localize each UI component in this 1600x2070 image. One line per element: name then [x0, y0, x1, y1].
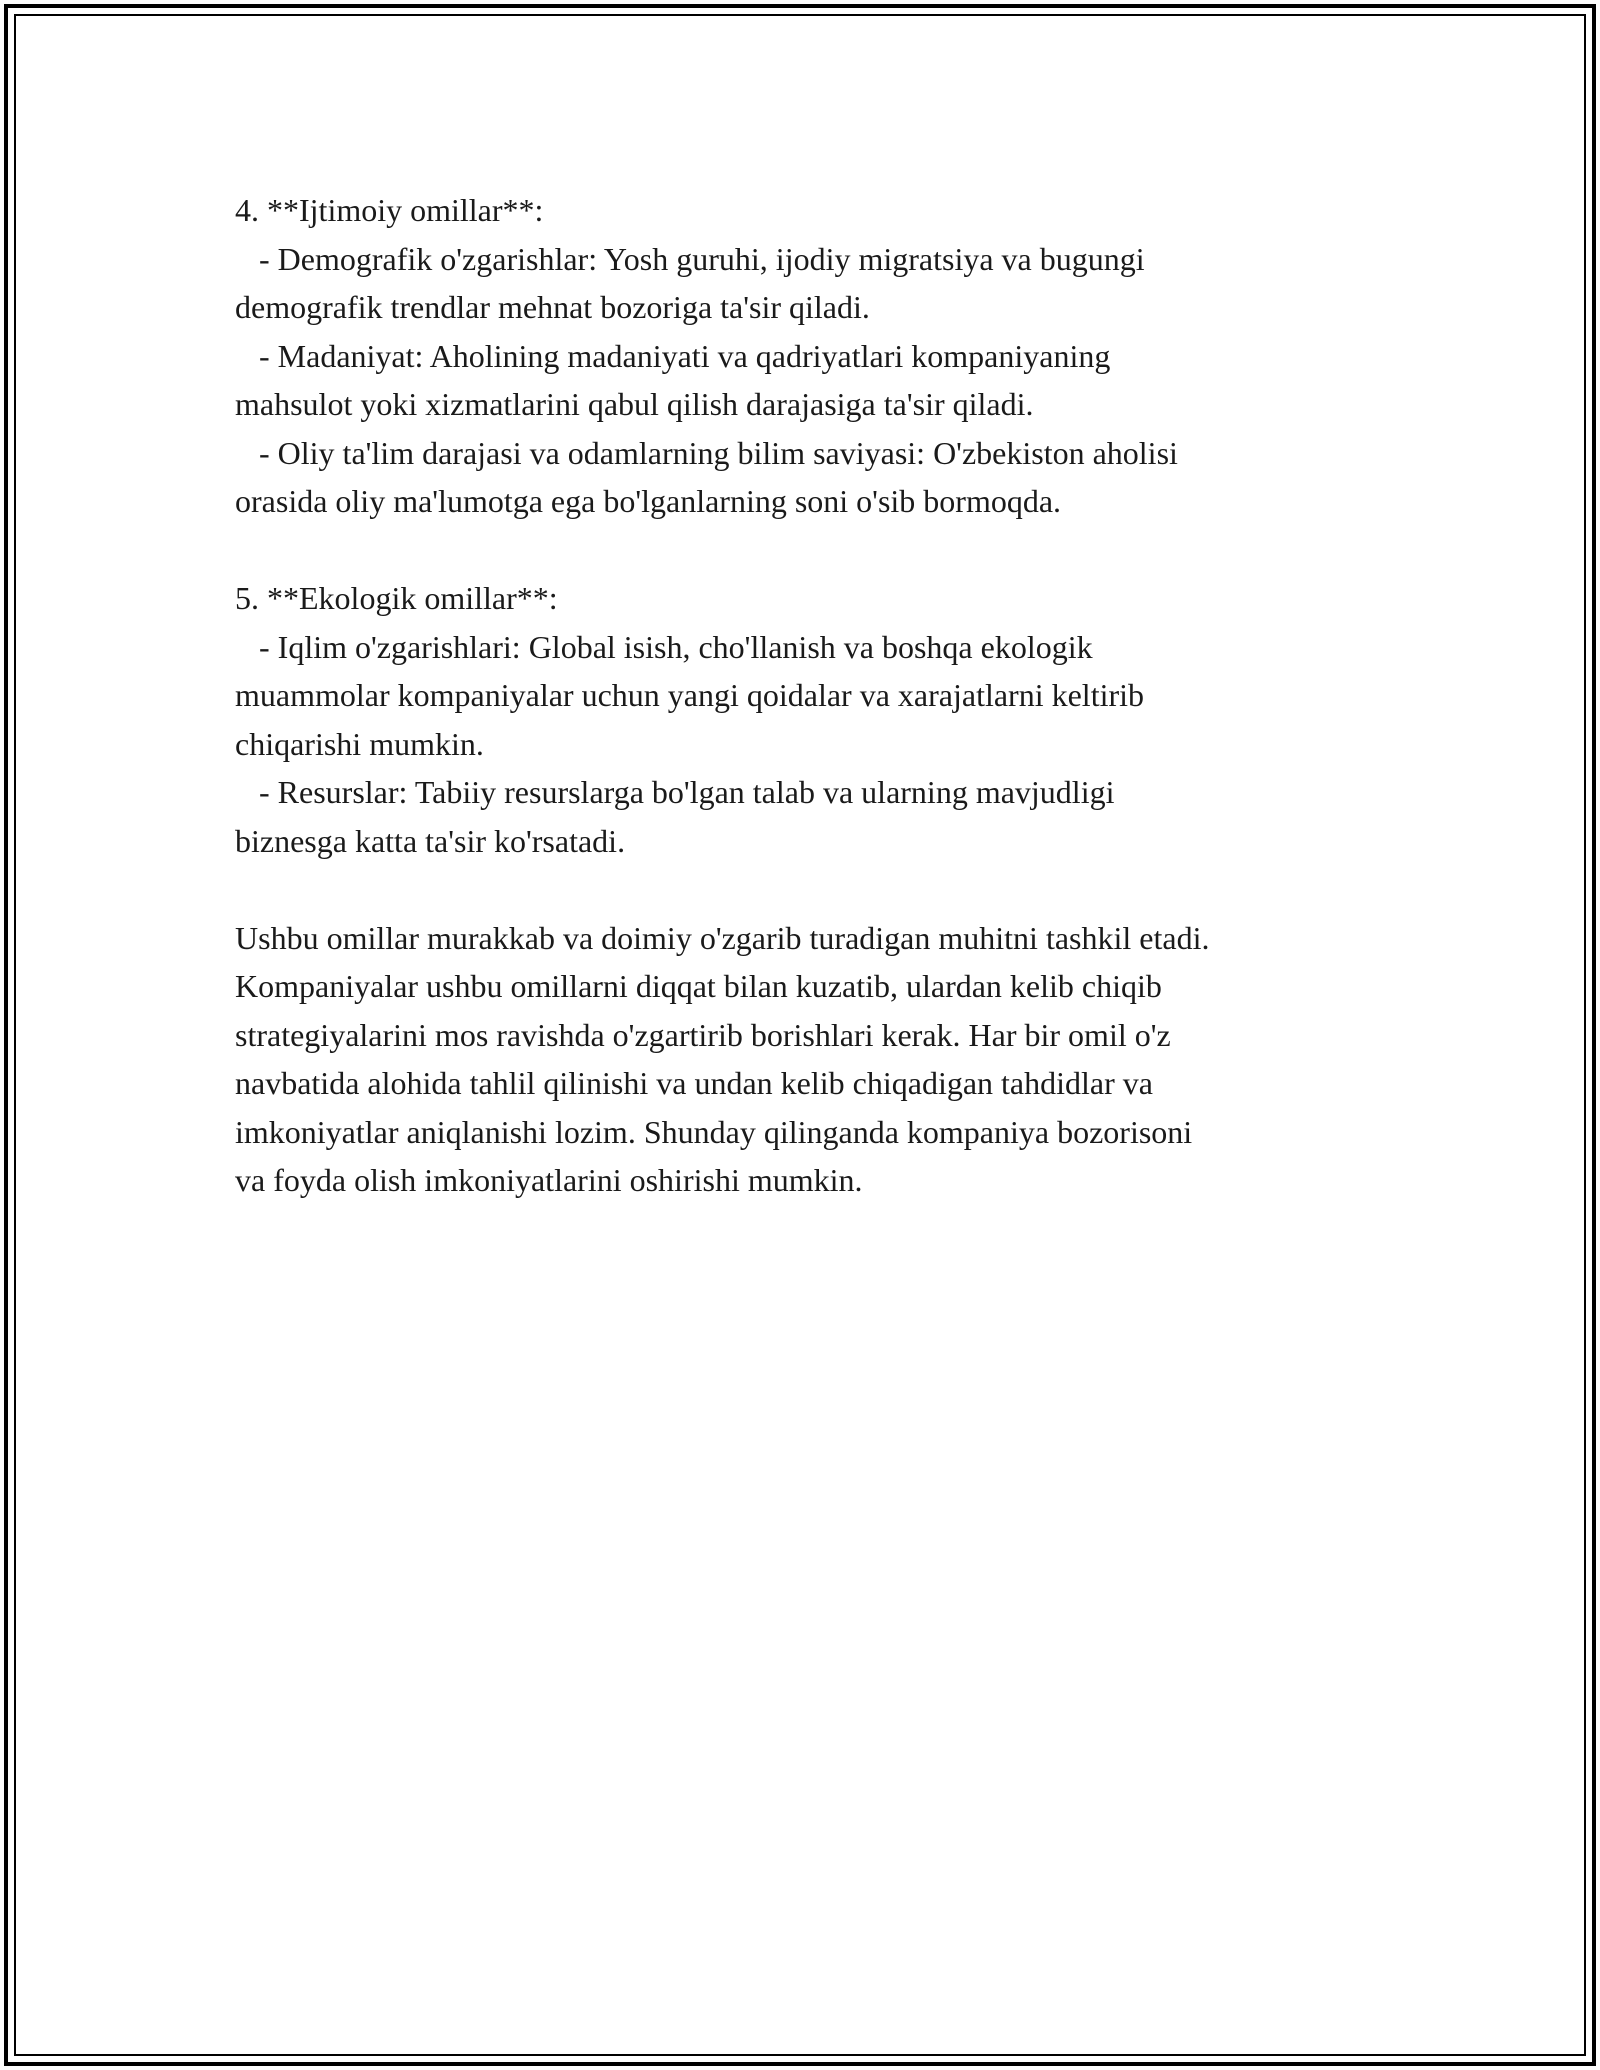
section-ecological-factors	[235, 574, 1385, 865]
text-line: biznesga katta ta'sir ko'rsatadi.	[235, 822, 626, 859]
section-heading: 5. **Ekologik omillar**:	[235, 580, 558, 616]
text-line: - Iqlim o'zgarishlari: Global isish, cho'llanish va boshqa ekologik	[235, 628, 1093, 665]
text-line: mahsulot yoki xizmatlarini qabul qilish darajasiga ta'sir qiladi.	[235, 386, 1034, 422]
section-heading: 4. **Ijtimoiy omillar**:	[235, 192, 544, 228]
text-line: - Resurslar: Tabiiy resurslarga bo'lgan talab va ularning mavjudligi	[235, 774, 1115, 810]
text-line: navbatida alohida tahlil qilinishi va undan kelib chiqadigan tahdidlar va	[235, 1065, 1153, 1101]
text-line: - Madaniyat: Aholining madaniyati va qadriyatlari kompaniyaning	[235, 337, 1111, 374]
document-body	[235, 186, 1385, 1205]
text-line: - Oliy ta'lim darajasi va odamlarning bilim saviyasi: O'zbekiston aholisi	[235, 434, 1178, 471]
paragraph-gap	[235, 865, 1385, 914]
text-line: imkoniyatlar aniqlanishi lozim. Shunday qilinganda kompaniya bozorisoni	[235, 1113, 1193, 1150]
text-line: Ushbu omillar murakkab va doimiy o'zgarib turadigan muhitni tashkil etadi.	[235, 919, 1210, 956]
text-line: demografik trendlar mehnat bozoriga ta'sir qiladi.	[235, 289, 870, 325]
text-line: - Demografik o'zgarishlar: Yosh guruhi, ijodiy migratsiya va bugungi	[235, 240, 1145, 277]
text-line: orasida oliy ma'lumotga ega bo'lganlarning soni o'sib bormoqda.	[235, 483, 1062, 519]
paragraph-gap	[235, 526, 1385, 575]
text-line: muammolar kompaniyalar uchun yangi qoidalar va xarajatlarni keltirib	[235, 677, 1145, 713]
text-line: strategiyalarini mos ravishda o'zgartirib borishlari kerak. Har bir omil o'z	[235, 1016, 1171, 1053]
text-line: chiqarishi mumkin.	[235, 725, 484, 762]
section-social-factors	[235, 186, 1385, 526]
text-line: va foyda olish imkoniyatlarini oshirishi mumkin.	[235, 1162, 863, 1198]
conclusion-paragraph	[235, 914, 1385, 1205]
text-line: Kompaniyalar ushbu omillarni diqqat bilan kuzatib, ulardan kelib chiqib	[235, 968, 1162, 1004]
